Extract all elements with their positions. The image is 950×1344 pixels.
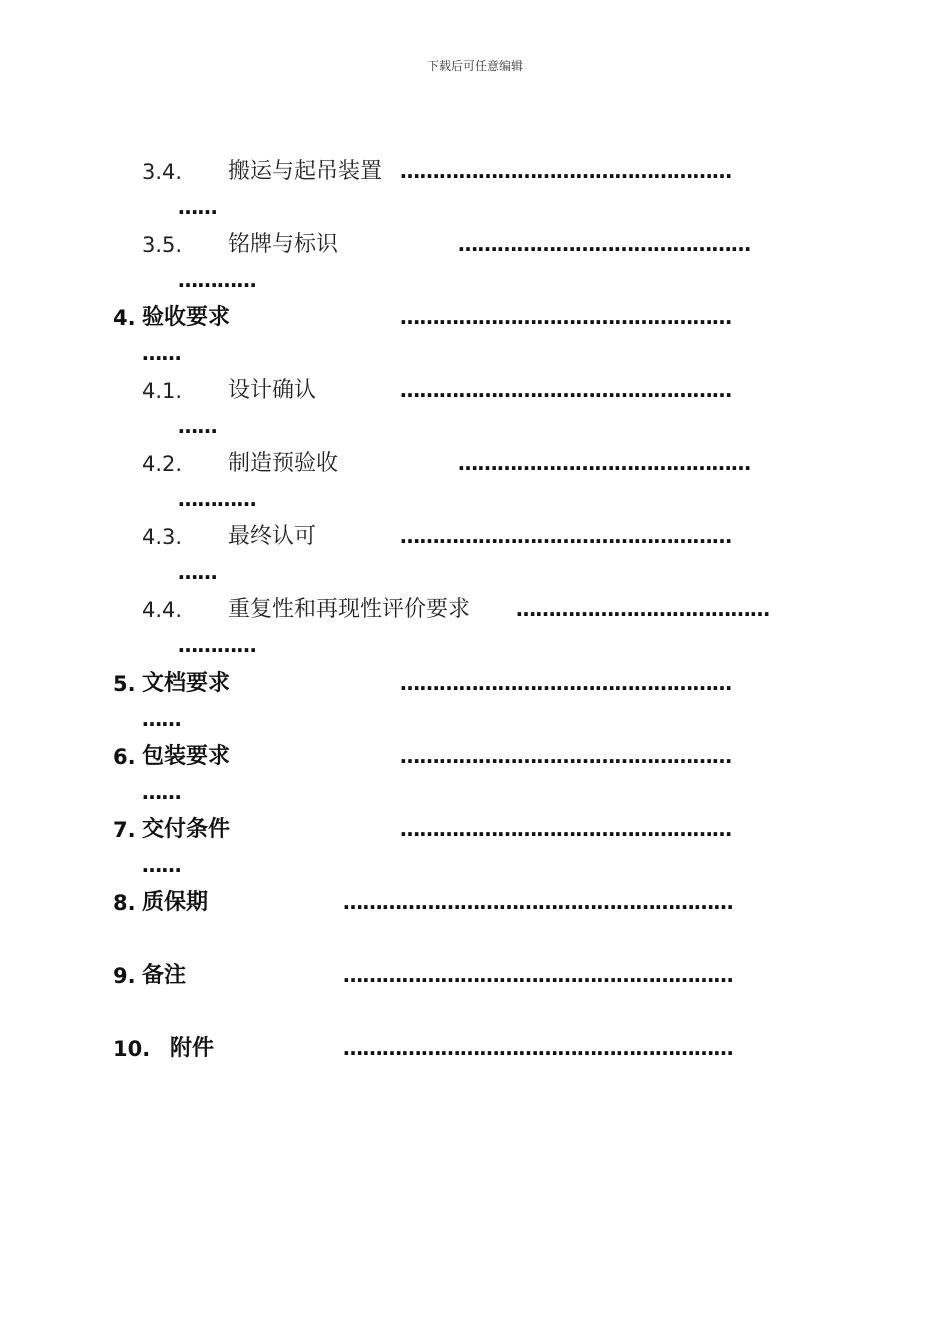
toc-title: 验收要求 <box>142 305 231 330</box>
toc-number: 4.2. <box>142 452 183 476</box>
toc-title: 设计确认 <box>228 378 317 403</box>
toc-number: 3.5. <box>142 233 183 257</box>
toc-title: 最终认可 <box>228 524 317 549</box>
toc-entry-4-2[interactable] <box>0 450 950 510</box>
toc-leader: …………………………………………………… <box>343 1041 733 1055</box>
toc-leader: …………………………………………… <box>400 164 732 178</box>
toc-number: 9. <box>113 964 136 988</box>
toc-entry-7[interactable] <box>0 816 950 876</box>
toc-number: 6. <box>113 745 136 769</box>
toc-leader: …………………………………………… <box>400 529 732 543</box>
toc-number: 4.3. <box>142 525 183 549</box>
toc-leader-continued: …… <box>142 853 181 877</box>
toc-entry-4-4[interactable] <box>0 596 950 656</box>
toc-number: 5. <box>113 672 136 696</box>
toc-entry-9[interactable] <box>0 962 950 1022</box>
toc-leader-continued: ………… <box>178 633 256 657</box>
toc-leader: …………………………………………………… <box>343 895 733 909</box>
toc-leader: …………………………………………… <box>400 676 732 690</box>
toc-leader-continued: ………… <box>178 268 256 292</box>
toc-title: 文档要求 <box>142 671 231 696</box>
toc-entry-4[interactable] <box>0 304 950 364</box>
toc-title: 附件 <box>170 1036 215 1061</box>
toc-leader-continued: …… <box>178 414 217 438</box>
toc-title: 质保期 <box>142 890 209 915</box>
toc-number: 8. <box>113 891 136 915</box>
page-header: 下载后可任意编辑 <box>426 59 523 73</box>
toc-leader: …………………………………………… <box>400 383 732 397</box>
toc-leader-continued: …… <box>178 195 217 219</box>
toc-leader: …………………………………………… <box>400 310 732 324</box>
toc-title: 交付条件 <box>142 817 231 842</box>
toc-title: 重复性和再现性评价要求 <box>228 597 471 622</box>
toc-title: 铭牌与标识 <box>228 232 339 257</box>
toc-leader-continued: ………… <box>178 487 256 511</box>
toc-entry-5[interactable] <box>0 670 950 730</box>
toc-title: 搬运与起吊装置 <box>228 159 383 184</box>
toc-leader: ……………………………………… <box>458 456 751 470</box>
toc-entry-3-5[interactable] <box>0 231 950 291</box>
toc-leader: ……………………………………… <box>458 237 751 251</box>
toc-number: 4.1. <box>142 379 183 403</box>
toc-leader: …………………………………………… <box>400 822 732 836</box>
toc-entry-4-1[interactable] <box>0 377 950 437</box>
toc-number: 4.4. <box>142 598 183 622</box>
toc-entry-3-4[interactable] <box>0 158 950 218</box>
toc-title: 包装要求 <box>142 744 231 769</box>
toc-number: 10. <box>113 1037 151 1061</box>
toc-entry-10[interactable] <box>0 1035 950 1095</box>
toc-leader: …………………………………………………… <box>343 968 733 982</box>
toc-leader: …………………………………………… <box>400 749 732 763</box>
toc-title: 制造预验收 <box>228 451 339 476</box>
toc-entry-4-3[interactable] <box>0 523 950 583</box>
toc-number: 3.4. <box>142 160 183 184</box>
toc-leader-continued: …… <box>142 780 181 804</box>
toc-leader-continued: …… <box>142 341 181 365</box>
toc-number: 7. <box>113 818 136 842</box>
toc-leader: ………………………………… <box>516 602 770 616</box>
toc-number: 4. <box>113 306 136 330</box>
toc-leader-continued: …… <box>178 560 217 584</box>
toc-entry-8[interactable] <box>0 889 950 949</box>
toc-leader-continued: …… <box>142 707 181 731</box>
toc-entry-6[interactable] <box>0 743 950 803</box>
toc-title: 备注 <box>142 963 187 988</box>
